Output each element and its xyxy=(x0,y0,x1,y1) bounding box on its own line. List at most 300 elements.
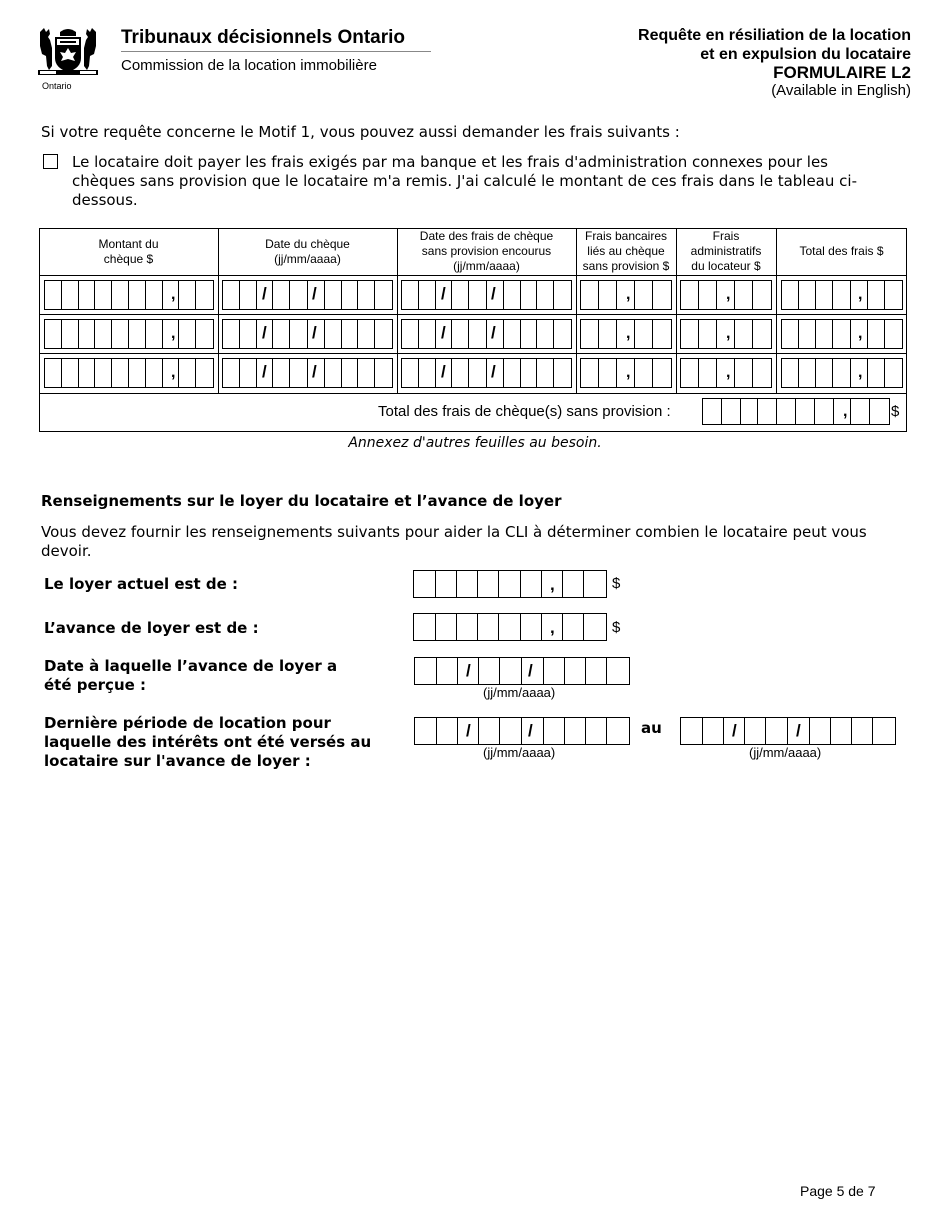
digit-box[interactable] xyxy=(581,320,599,348)
digit-box[interactable] xyxy=(469,281,487,309)
rent-section-description: Vous devez fournir les renseignements suivants pour aider la CLI à déterminer combien le locataire peut vous devoir. xyxy=(41,523,867,560)
digit-box[interactable] xyxy=(810,718,831,744)
digit-box[interactable] xyxy=(146,281,163,309)
admin-fees-row-2[interactable] xyxy=(680,319,772,349)
digit-box[interactable] xyxy=(62,359,79,387)
digit-box[interactable] xyxy=(870,399,889,424)
digit-box[interactable] xyxy=(885,359,902,387)
decimal-separator: , xyxy=(550,575,555,594)
decimal-separator: , xyxy=(550,618,555,637)
cheque-amount-row-3[interactable] xyxy=(44,358,214,388)
digit-box[interactable] xyxy=(758,399,777,424)
digit-box[interactable] xyxy=(833,359,851,387)
digit-box[interactable] xyxy=(782,359,799,387)
digit-box[interactable] xyxy=(522,718,544,744)
digit-box[interactable] xyxy=(342,359,359,387)
digit-box[interactable] xyxy=(62,281,79,309)
digit-box[interactable] xyxy=(163,320,180,348)
digit-box[interactable] xyxy=(458,718,480,744)
digit-box[interactable] xyxy=(223,359,240,387)
digit-box[interactable] xyxy=(290,320,308,348)
digit-box[interactable] xyxy=(487,320,504,348)
digit-box[interactable] xyxy=(635,281,654,309)
digit-box[interactable] xyxy=(402,320,419,348)
digit-box[interactable] xyxy=(777,399,796,424)
digit-box[interactable] xyxy=(342,281,359,309)
total-nsf-field[interactable] xyxy=(702,398,890,425)
digit-box[interactable] xyxy=(452,281,469,309)
digit-box[interactable] xyxy=(95,281,112,309)
date-separator: / xyxy=(441,284,446,303)
digit-box[interactable] xyxy=(342,320,359,348)
date-separator: / xyxy=(262,323,267,342)
interest-to-label: au xyxy=(641,719,662,737)
column-header-text: Total des frais $ xyxy=(799,244,884,258)
digit-box[interactable] xyxy=(419,359,436,387)
digit-box[interactable] xyxy=(699,281,718,309)
cheque-date-row-2[interactable] xyxy=(222,319,393,349)
digit-box[interactable] xyxy=(499,571,521,597)
digit-box[interactable] xyxy=(565,718,587,744)
digit-box[interactable] xyxy=(885,320,902,348)
digit-box[interactable] xyxy=(273,320,290,348)
digit-box[interactable] xyxy=(868,320,886,348)
digit-box[interactable] xyxy=(537,281,554,309)
digit-box[interactable] xyxy=(741,399,759,424)
digit-box[interactable] xyxy=(703,718,724,744)
digit-box[interactable] xyxy=(537,320,554,348)
digit-box[interactable] xyxy=(375,281,392,309)
form-title-line1: Requête en résiliation de la location xyxy=(638,27,911,44)
date-separator: / xyxy=(262,362,267,381)
column-header-text: Date des frais de chèque sans provision encourus (jj/mm/aaaa) xyxy=(419,229,554,273)
digit-box[interactable] xyxy=(782,320,799,348)
digit-box[interactable] xyxy=(745,718,766,744)
digit-box[interactable] xyxy=(851,281,868,309)
digit-box[interactable] xyxy=(479,658,500,684)
digit-box[interactable] xyxy=(223,320,240,348)
deposit-date-label: Date à laquelle l’avance de loyer a été perçue : xyxy=(44,657,338,694)
date-separator: / xyxy=(262,284,267,303)
digit-box[interactable] xyxy=(290,281,308,309)
digit-box[interactable] xyxy=(544,658,565,684)
digit-box[interactable] xyxy=(419,281,436,309)
digit-box[interactable] xyxy=(196,359,213,387)
digit-box[interactable] xyxy=(873,718,895,744)
bank-fees-row-2[interactable] xyxy=(580,319,672,349)
digit-box[interactable] xyxy=(521,614,542,640)
digit-box[interactable] xyxy=(358,359,375,387)
digit-box[interactable] xyxy=(753,281,771,309)
digit-box[interactable] xyxy=(479,718,500,744)
interest-to-date-field[interactable] xyxy=(680,717,896,745)
digit-box[interactable] xyxy=(457,614,479,640)
digit-box[interactable] xyxy=(129,359,146,387)
digit-box[interactable] xyxy=(325,359,342,387)
digit-box[interactable] xyxy=(358,281,375,309)
cheque-date-row-3[interactable] xyxy=(222,358,393,388)
digit-box[interactable] xyxy=(436,281,453,309)
decimal-separator: , xyxy=(626,286,631,303)
digit-box[interactable] xyxy=(273,359,290,387)
digit-box[interactable] xyxy=(79,281,96,309)
digit-box[interactable] xyxy=(852,718,873,744)
interest-from-format: (jj/mm/aaaa) xyxy=(483,745,556,760)
digit-box[interactable] xyxy=(833,320,851,348)
column-header-total-fees xyxy=(776,228,907,275)
decimal-separator: , xyxy=(726,364,731,381)
digit-box[interactable] xyxy=(542,571,564,597)
nsf-fee-date-row-1[interactable] xyxy=(401,280,572,310)
digit-box[interactable] xyxy=(45,320,62,348)
digit-box[interactable] xyxy=(504,281,521,309)
digit-box[interactable] xyxy=(129,320,146,348)
digit-box[interactable] xyxy=(325,320,342,348)
decimal-separator: , xyxy=(626,325,631,342)
table-row-divider xyxy=(39,275,907,276)
digit-box[interactable] xyxy=(112,359,129,387)
digit-box[interactable] xyxy=(415,718,437,744)
digit-box[interactable] xyxy=(586,718,607,744)
digit-box[interactable] xyxy=(521,281,538,309)
logo-caption: Ontario xyxy=(42,81,72,91)
cheque-date-row-1[interactable] xyxy=(222,280,393,310)
digit-box[interactable] xyxy=(851,359,868,387)
digit-box[interactable] xyxy=(851,399,870,424)
digit-box[interactable] xyxy=(799,359,817,387)
deposit-date-field[interactable] xyxy=(414,657,630,685)
interest-to-format: (jj/mm/aaaa) xyxy=(749,745,822,760)
date-separator: / xyxy=(796,721,801,740)
total-nsf-label: Total des frais de chèque(s) sans provision : xyxy=(378,403,671,420)
org-title: Tribunaux décisionnels Ontario xyxy=(121,27,405,48)
digit-box[interactable] xyxy=(375,359,392,387)
admin-fees-row-3[interactable] xyxy=(680,358,772,388)
digit-box[interactable] xyxy=(79,359,96,387)
date-separator: / xyxy=(491,284,496,303)
digit-box[interactable] xyxy=(699,359,718,387)
digit-box[interactable] xyxy=(308,320,325,348)
table-row-divider xyxy=(39,314,907,315)
digit-box[interactable] xyxy=(112,281,129,309)
digit-box[interactable] xyxy=(699,320,718,348)
digit-box[interactable] xyxy=(617,281,635,309)
digit-box[interactable] xyxy=(851,320,868,348)
date-separator: / xyxy=(312,362,317,381)
digit-box[interactable] xyxy=(414,614,436,640)
digit-box[interactable] xyxy=(45,281,62,309)
decimal-separator: , xyxy=(726,325,731,342)
date-separator: / xyxy=(466,661,471,680)
digit-box[interactable] xyxy=(436,614,457,640)
digit-box[interactable] xyxy=(257,359,274,387)
decimal-separator: , xyxy=(726,286,731,303)
page-number: Page 5 de 7 xyxy=(800,1183,876,1199)
digit-box[interactable] xyxy=(554,359,571,387)
digit-box[interactable] xyxy=(885,281,902,309)
digit-box[interactable] xyxy=(544,718,565,744)
digit-box[interactable] xyxy=(308,281,325,309)
digit-box[interactable] xyxy=(112,320,129,348)
digit-box[interactable] xyxy=(753,320,771,348)
digit-box[interactable] xyxy=(179,320,196,348)
date-separator: / xyxy=(528,661,533,680)
digit-box[interactable] xyxy=(617,320,635,348)
digit-box[interactable] xyxy=(487,281,504,309)
decimal-separator: , xyxy=(858,364,863,381)
digit-box[interactable] xyxy=(868,359,886,387)
digit-box[interactable] xyxy=(240,320,257,348)
digit-box[interactable] xyxy=(469,320,487,348)
digit-box[interactable] xyxy=(703,399,722,424)
digit-box[interactable] xyxy=(816,320,833,348)
column-header-text: Frais administratifs du locateur $ xyxy=(690,229,762,273)
digit-box[interactable] xyxy=(308,359,325,387)
interest-period-label: Dernière période de location pour laquelle des intérêts ont été versés au locataire sur l'avance de loyer : xyxy=(44,714,372,770)
digit-box[interactable] xyxy=(325,281,342,309)
digit-box[interactable] xyxy=(816,281,833,309)
rent-section-title: Renseignements sur le loyer du locataire et l’avance de loyer xyxy=(41,492,562,510)
digit-box[interactable] xyxy=(500,718,522,744)
digit-box[interactable] xyxy=(581,281,599,309)
digit-box[interactable] xyxy=(599,320,618,348)
digit-box[interactable] xyxy=(599,281,618,309)
deposit-currency: $ xyxy=(612,619,621,636)
digit-box[interactable] xyxy=(834,399,852,424)
nsf-fees-checkbox-label: Le locataire doit payer les frais exigés par ma banque et les frais d'administration connexes pour les chèques sans provision que le locataire m'a remis. J'ai calculé le montant de ces frais dans le tableau ci-dessous. xyxy=(72,153,857,209)
digit-box[interactable] xyxy=(290,359,308,387)
digit-box[interactable] xyxy=(436,320,453,348)
table-row-divider xyxy=(39,353,907,354)
form-title-line2: et en expulsion du locataire xyxy=(700,46,911,63)
digit-box[interactable] xyxy=(735,281,754,309)
digit-box[interactable] xyxy=(635,320,654,348)
digit-box[interactable] xyxy=(522,658,544,684)
bank-fees-row-3[interactable] xyxy=(580,358,672,388)
date-separator: / xyxy=(491,362,496,381)
digit-box[interactable] xyxy=(521,571,542,597)
digit-box[interactable] xyxy=(79,320,96,348)
digit-box[interactable] xyxy=(45,359,62,387)
form-header xyxy=(638,26,911,99)
digit-box[interactable] xyxy=(799,281,817,309)
date-separator: / xyxy=(312,323,317,342)
digit-box[interactable] xyxy=(437,658,458,684)
column-header-bank-fees xyxy=(576,228,676,275)
digit-box[interactable] xyxy=(542,614,564,640)
digit-box[interactable] xyxy=(816,359,833,387)
current-rent-field[interactable] xyxy=(413,570,607,598)
digit-box[interactable] xyxy=(554,320,571,348)
digit-box[interactable] xyxy=(584,571,606,597)
digit-box[interactable] xyxy=(358,320,375,348)
digit-box[interactable] xyxy=(163,359,180,387)
date-separator: / xyxy=(528,721,533,740)
deposit-label: L’avance de loyer est de : xyxy=(44,619,259,637)
digit-box[interactable] xyxy=(788,718,810,744)
deposit-date-format: (jj/mm/aaaa) xyxy=(483,685,556,700)
cheque-amount-row-2[interactable] xyxy=(44,319,214,349)
digit-box[interactable] xyxy=(599,359,618,387)
digit-box[interactable] xyxy=(504,320,521,348)
total-currency: $ xyxy=(891,403,900,420)
digit-box[interactable] xyxy=(499,614,521,640)
date-separator: / xyxy=(466,721,471,740)
header-divider xyxy=(121,51,431,52)
digit-box[interactable] xyxy=(521,320,538,348)
digit-box[interactable] xyxy=(815,399,834,424)
digit-box[interactable] xyxy=(95,359,112,387)
total-fees-row-1[interactable] xyxy=(781,280,903,310)
digit-box[interactable] xyxy=(437,718,458,744)
digit-box[interactable] xyxy=(717,359,735,387)
digit-box[interactable] xyxy=(415,658,437,684)
digit-box[interactable] xyxy=(868,281,886,309)
digit-box[interactable] xyxy=(521,359,538,387)
column-header-text: Frais bancaires liés au chèque sans provision $ xyxy=(582,229,670,273)
current-rent-currency: $ xyxy=(612,575,621,592)
org-subtitle: Commission de la location immobilière xyxy=(121,57,377,74)
digit-box[interactable] xyxy=(469,359,487,387)
digit-box[interactable] xyxy=(457,571,479,597)
digit-box[interactable] xyxy=(240,281,257,309)
digit-box[interactable] xyxy=(681,359,699,387)
digit-box[interactable] xyxy=(796,399,815,424)
digit-box[interactable] xyxy=(831,718,853,744)
decimal-separator: , xyxy=(171,286,176,303)
digit-box[interactable] xyxy=(766,718,788,744)
digit-box[interactable] xyxy=(537,359,554,387)
digit-box[interactable] xyxy=(584,614,606,640)
digit-box[interactable] xyxy=(753,359,771,387)
digit-box[interactable] xyxy=(833,281,851,309)
digit-box[interactable] xyxy=(163,281,180,309)
digit-box[interactable] xyxy=(179,281,196,309)
intro-text: Si votre requête concerne le Motif 1, vous pouvez aussi demander les frais suivants : xyxy=(41,123,680,141)
digit-box[interactable] xyxy=(478,614,499,640)
digit-box[interactable] xyxy=(717,320,735,348)
total-fees-row-2[interactable] xyxy=(781,319,903,349)
available-in-english: (Available in English) xyxy=(771,82,911,99)
digit-box[interactable] xyxy=(223,281,240,309)
column-header-text: Montant du chèque $ xyxy=(98,236,159,266)
decimal-separator: , xyxy=(858,325,863,342)
digit-box[interactable] xyxy=(257,320,274,348)
digit-box[interactable] xyxy=(735,359,754,387)
admin-fees-row-1[interactable] xyxy=(680,280,772,310)
date-separator: / xyxy=(441,362,446,381)
decimal-separator: , xyxy=(171,325,176,342)
digit-box[interactable] xyxy=(402,359,419,387)
digit-box[interactable] xyxy=(62,320,79,348)
date-separator: / xyxy=(312,284,317,303)
digit-box[interactable] xyxy=(653,320,671,348)
digit-box[interactable] xyxy=(146,359,163,387)
current-rent-label: Le loyer actuel est de : xyxy=(44,575,238,593)
digit-box[interactable] xyxy=(95,320,112,348)
column-header-text: Date du chèque (jj/mm/aaaa) xyxy=(265,236,350,266)
digit-box[interactable] xyxy=(724,718,746,744)
digit-box[interactable] xyxy=(240,359,257,387)
deposit-field[interactable] xyxy=(413,613,607,641)
digit-box[interactable] xyxy=(402,281,419,309)
total-fees-row-3[interactable] xyxy=(781,358,903,388)
annex-note: Annexez d'autres feuilles au besoin. xyxy=(348,435,602,451)
bank-fees-row-1[interactable] xyxy=(580,280,672,310)
digit-box[interactable] xyxy=(653,359,671,387)
decimal-separator: , xyxy=(626,364,631,381)
digit-box[interactable] xyxy=(179,359,196,387)
digit-box[interactable] xyxy=(717,281,735,309)
digit-box[interactable] xyxy=(563,614,584,640)
table-row-divider xyxy=(39,393,907,394)
date-separator: / xyxy=(441,323,446,342)
digit-box[interactable] xyxy=(257,281,274,309)
digit-box[interactable] xyxy=(586,658,607,684)
digit-box[interactable] xyxy=(782,281,799,309)
digit-box[interactable] xyxy=(452,320,469,348)
digit-box[interactable] xyxy=(681,281,699,309)
nsf-fee-date-row-3[interactable] xyxy=(401,358,572,388)
form-code: FORMULAIRE L2 xyxy=(773,63,911,82)
digit-box[interactable] xyxy=(681,320,699,348)
digit-box[interactable] xyxy=(565,658,587,684)
date-separator: / xyxy=(491,323,496,342)
column-header-nsf-fee-date xyxy=(397,228,576,275)
decimal-separator: , xyxy=(171,364,176,381)
digit-box[interactable] xyxy=(735,320,754,348)
column-header-cheque-amount xyxy=(39,228,218,275)
digit-box[interactable] xyxy=(617,359,635,387)
digit-box[interactable] xyxy=(458,658,480,684)
digit-box[interactable] xyxy=(607,658,629,684)
digit-box[interactable] xyxy=(581,359,599,387)
digit-box[interactable] xyxy=(487,359,504,387)
digit-box[interactable] xyxy=(635,359,654,387)
digit-box[interactable] xyxy=(146,320,163,348)
digit-box[interactable] xyxy=(452,359,469,387)
digit-box[interactable] xyxy=(500,658,522,684)
digit-box[interactable] xyxy=(607,718,629,744)
decimal-separator: , xyxy=(843,403,848,420)
digit-box[interactable] xyxy=(653,281,671,309)
digit-box[interactable] xyxy=(722,399,741,424)
digit-box[interactable] xyxy=(436,359,453,387)
column-header-admin-fees xyxy=(676,228,776,275)
digit-box[interactable] xyxy=(554,281,571,309)
digit-box[interactable] xyxy=(196,320,213,348)
cheque-amount-row-1[interactable] xyxy=(44,280,214,310)
digit-box[interactable] xyxy=(478,571,499,597)
digit-box[interactable] xyxy=(129,281,146,309)
interest-from-date-field[interactable] xyxy=(414,717,630,745)
digit-box[interactable] xyxy=(799,320,817,348)
column-header-cheque-date xyxy=(218,228,397,275)
decimal-separator: , xyxy=(858,286,863,303)
digit-box[interactable] xyxy=(273,281,290,309)
digit-box[interactable] xyxy=(563,571,584,597)
digit-box[interactable] xyxy=(196,281,213,309)
digit-box[interactable] xyxy=(504,359,521,387)
digit-box[interactable] xyxy=(681,718,703,744)
digit-box[interactable] xyxy=(419,320,436,348)
nsf-fees-checkbox[interactable] xyxy=(43,154,58,169)
digit-box[interactable] xyxy=(375,320,392,348)
date-separator: / xyxy=(732,721,737,740)
nsf-fee-date-row-2[interactable] xyxy=(401,319,572,349)
digit-box[interactable] xyxy=(436,571,457,597)
digit-box[interactable] xyxy=(414,571,436,597)
